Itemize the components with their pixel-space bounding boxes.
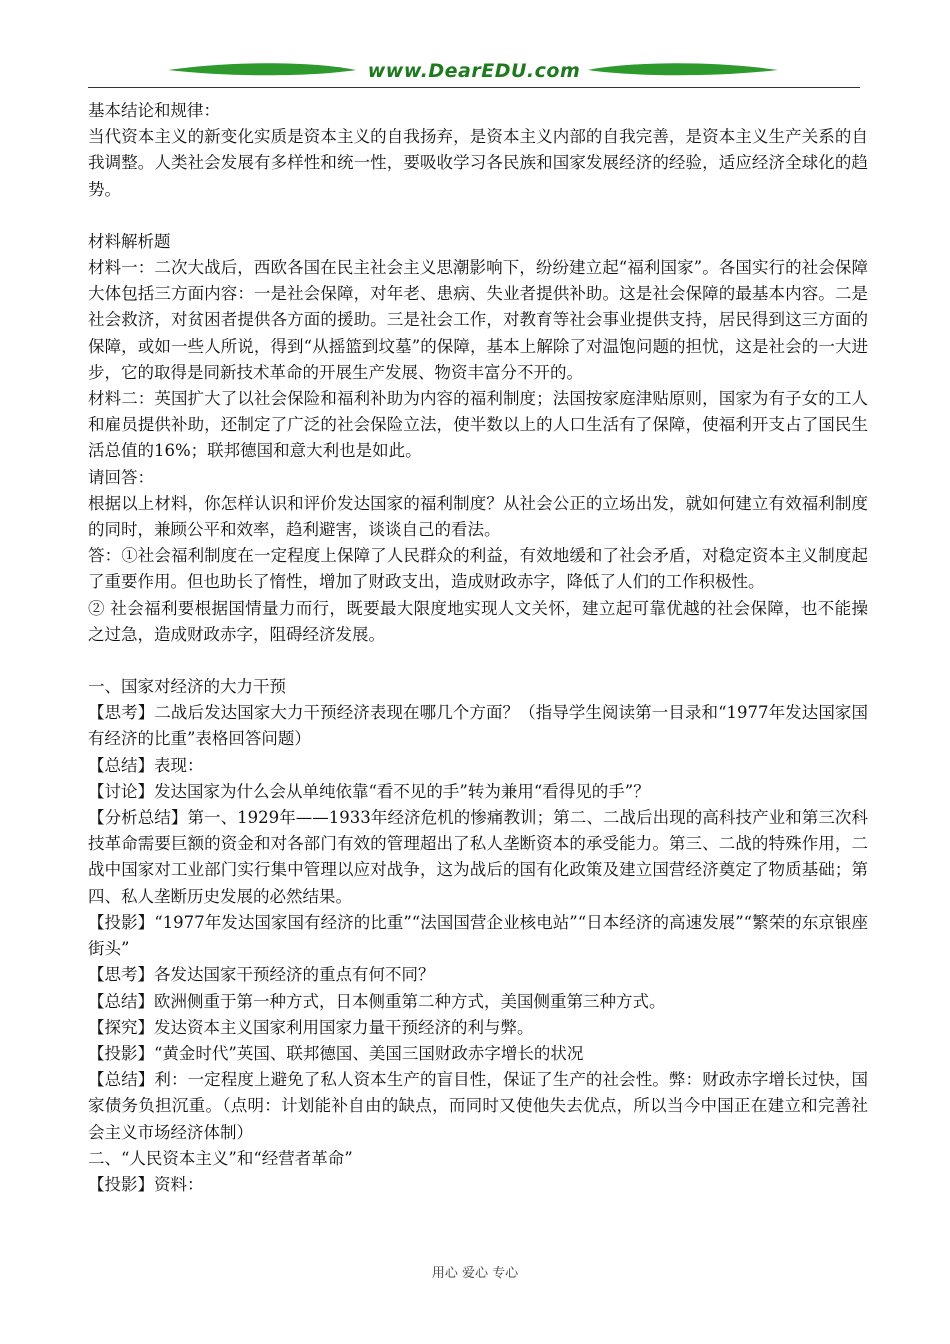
paragraph: 材料二：英国扩大了以社会保险和福利补助为内容的福利制度；法国按家庭津贴原则，国家为有子女的工人和雇员提供补助，还制定了广泛的社会保险立法，使半数以上的人口生活有了保障，使福利开支占了国民生活总值的16%；联邦德国和意大利也是如此。 (88, 389, 868, 461)
paragraph: 【总结】利：一定程度上避免了私人资本生产的盲目性，保证了生产的社会性。弊：财政赤字增长过快，国家债务负担沉重。（点明：计划能补自由的缺点，而同时又使他失去优点，所以当今中国正在建立和完善社会主义市场经济体制） (88, 1070, 868, 1142)
paragraph: 答：①社会福利制度在一定程度上保障了人民群众的利益，有效地缓和了社会矛盾，对稳定资本主义制度起了重要作用。但也助长了惰性，增加了财政支出，造成财政赤字，降低了人们的工作积极性。 (88, 546, 868, 592)
section-heading: 一、国家对经济的大力干预 (88, 677, 286, 697)
paragraph: 【讨论】发达国家为什么会从单纯依靠“看不见的手”转为兼用“看得见的手”？ (88, 781, 650, 801)
paragraph: 基本结论和规律： (88, 101, 220, 120)
paragraph: 【投影】“黄金时代”英国、联邦德国、美国三国财政赤字增长的状况 (88, 1043, 584, 1063)
header-divider (88, 87, 860, 88)
paragraph: 【投影】“1977年发达国家国有经济的比重”“法国国营企业核电站”“日本经济的高速发展”“繁荣的东京银座街头” (88, 912, 868, 959)
paragraph: 根据以上材料，你怎样认识和评价发达国家的福利制度？从社会公正的立场出发，就如何建立有效福利制度的同时，兼顾公平和效率，趋利避害，谈谈自己的看法。 (88, 493, 868, 540)
paragraph: 【思考】二战后发达国家大力干预经济表现在哪几个方面？（指导学生阅读第一目录和“1977年发达国家国有经济的比重”表格回答问题） (88, 703, 868, 749)
site-name: www.DearEDU.com (367, 60, 581, 82)
page-footer: 用心 爱心 专心 (431, 1266, 519, 1281)
paragraph: 【思考】各发达国家干预经济的重点有何不同？ (88, 965, 435, 985)
paragraph: 【总结】表现： (88, 755, 204, 775)
paragraph: 请回答： (88, 467, 154, 487)
section-heading: 材料解析题 (88, 231, 171, 251)
site-header-banner (88, 56, 860, 90)
paragraph: 【分析总结】第一、1929年——1933年经济危机的惨痛教训；第二、二战后出现的高科技产业和第三次科技革命需要巨额的资金和对各部门有效的管理超出了私人垄断资本的承受能力。第三、二战的特殊作用，二战中国家对工业部门实行集中管理以应对战争，这为战后的国有化政策及建立国营经济奠定了物质基础；第四、私人垄断历史发展的必然结果。 (88, 808, 868, 906)
paragraph: 【总结】欧洲侧重于第一种方式，日本侧重第二种方式，美国侧重第三种方式。 (88, 991, 666, 1011)
document-body (88, 98, 868, 1198)
blank-line (88, 648, 868, 674)
blank-line (88, 203, 868, 229)
paragraph: 当代资本主义的新变化实质是资本主义的自我扬弃，是资本主义内部的自我完善，是资本主义生产关系的自我调整。人类社会发展有多样性和统一性，要吸收学习各民族和国家发展经济的经验，适应经济全球化的趋势。 (88, 127, 868, 199)
paragraph: 【探究】发达资本主义国家利用国家力量干预经济的利与弊。 (88, 1017, 534, 1037)
paragraph: 【投影】资料： (88, 1174, 204, 1194)
section-heading: 二、“人民资本主义”和“经营者革命” (88, 1148, 353, 1168)
paragraph: ② 社会福利要根据国情量力而行，既要最大限度地实现人文关怀，建立起可靠优越的社会保障，也不能操之过急，造成财政赤字，阻碍经济发展。 (88, 598, 868, 644)
paragraph: 材料一：二次大战后，西欧各国在民主社会主义思潮影响下，纷纷建立起“福利国家”。各国实行的社会保障大体包括三方面内容：一是社会保障，对年老、患病、失业者提供补助。这是社会保障的最基本内容。二是社会救济，对贫困者提供各方面的援助。三是社会工作，对教育等社会事业提供支持，居民得到这三方面的保障，或如一些人所说，得到“从摇篮到坟墓”的保障，基本上解除了对温饱问题的担忧，这是社会的一大进步，它的取得是同新技术革命的开展生产发展、物资丰富分不开的。 (88, 258, 868, 382)
